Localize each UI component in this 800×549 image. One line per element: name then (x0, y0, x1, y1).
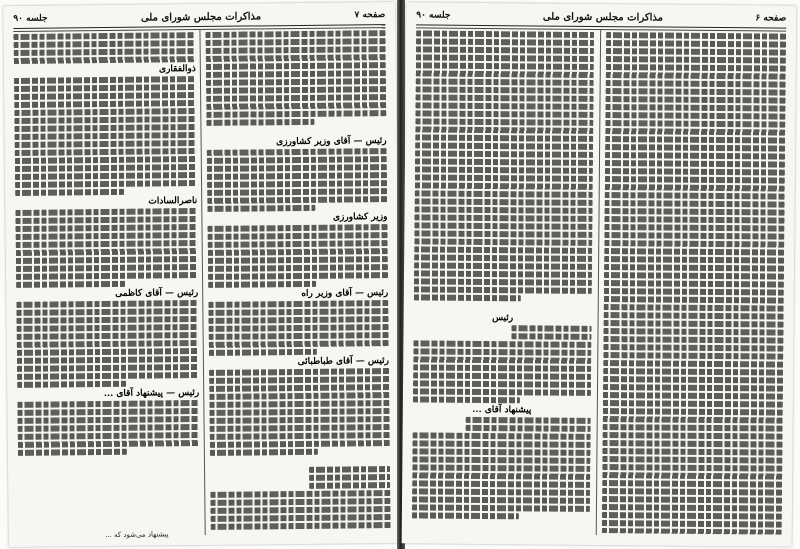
section-heading: رئیس — آقای طباطبائی (297, 356, 389, 368)
left-page-column-right (205, 30, 390, 533)
right-column-divider (596, 30, 601, 535)
right-page (402, 2, 797, 546)
left-page-column-left (13, 32, 200, 535)
right-session-label: جلسه ۹۰ (416, 10, 451, 21)
section-heading: رئیس — آقای وزیر کشاورزی (276, 136, 387, 148)
section-heading: ناصرالسادات (148, 196, 198, 207)
section-heading: پیشنهاد آقای ... (472, 404, 532, 416)
left-column-divider (199, 30, 205, 535)
section-heading: رئیس (492, 313, 514, 324)
right-page-number: صفحه ۶ (755, 13, 787, 24)
right-page-header (416, 7, 786, 26)
section-heading: ذوالفقاری (158, 64, 196, 75)
left-page (3, 2, 401, 547)
section-heading: رئیس — آقای کاظمی (115, 288, 199, 299)
left-page-number: صفحه ۷ (354, 10, 386, 21)
section-heading: رئیس — پیشنهاد آقای ... (103, 388, 200, 400)
left-session-label: جلسه ۹۰ (13, 13, 48, 24)
left-footer-note: پیشنهاد می‌شود که ... (105, 530, 169, 540)
right-page-column-right (602, 32, 786, 535)
section-heading: رئیس — آقای وزیر راه (301, 288, 389, 299)
section-heading: وزیر کشاورزی (332, 212, 388, 223)
right-page-title: مذاکرات مجلس شورای ملی (542, 11, 664, 24)
right-page-column-left (412, 30, 594, 533)
left-page-title: مذاکرات مجلس شورای ملی (140, 10, 262, 24)
